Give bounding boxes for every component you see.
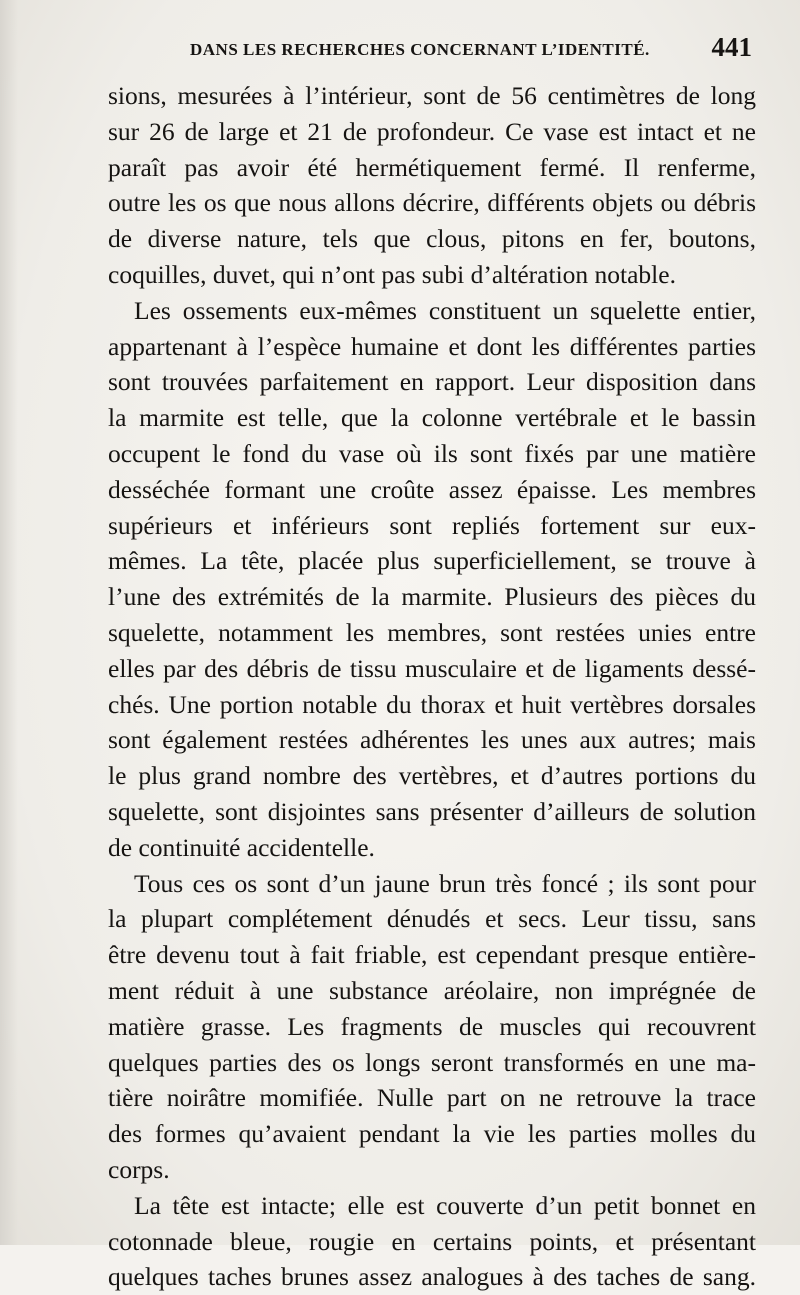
text-line: de continuité accidentelle. [108,832,375,862]
text-line: chés. Une portion notable du thorax et huit vertèbres dorsales [108,689,756,719]
text-line: Tous ces os sont d’un jaune brun très foncé ; ils sont pour [134,868,756,898]
page-number: 441 [711,32,752,62]
text-line: sont trouvées parfaitement en rapport. Leur disposition dans [108,367,756,397]
text-line: elles par des débris de tissu musculaire et de ligaments dessé- [108,653,756,683]
text-line: La tête est intacte; elle est couverte d’un petit bonnet en [134,1190,756,1220]
text-line: l’une des extrémités de la marmite. Plusieurs des pièces du [108,582,756,612]
body-text [108,78,756,1295]
text-line: cotonnade bleue, rougie en certains points, et présentant [108,1226,756,1256]
text-line: sions, mesurées à l’intérieur, sont de 56 centimètres de long [108,81,756,110]
text-line: la plupart complétement dénudés et secs. Leur tissu, sans [108,904,756,934]
text-line: desséchée formant une croûte assez épaisse. Les membres [108,474,756,504]
text-line: tière noirâtre momifiée. Nulle part on ne retrouve la trace [108,1083,756,1113]
text-line: sont également restées adhérentes les unes aux autres; mais [108,725,756,755]
text-line: mêmes. La tête, placée plus superficiellement, se trouve à [108,546,756,576]
text-line: appartenant à l’espèce humaine et dont les différentes parties [108,331,756,361]
page-gutter-shadow [0,0,18,1245]
text-line: être devenu tout à fait friable, est cependant presque entière- [108,940,756,970]
text-line: quelques taches brunes assez analogues à des taches de sang. [108,1262,756,1292]
text-line: le plus grand nombre des vertèbres, et d’autres portions du [108,761,756,791]
text-line: supérieurs et inférieurs sont repliés fortement sur eux- [108,510,756,540]
text-line: ment réduit à une substance aréolaire, non imprégnée de [108,975,756,1005]
text-line: sur 26 de large et 21 de profondeur. Ce vase est intact et ne [108,116,756,146]
text-line: occupent le fond du vase où ils sont fixés par une matière [108,438,756,468]
text-line: matière grasse. Les fragments de muscles qui recouvrent [108,1011,756,1041]
text-line: paraît pas avoir été hermétiquement fermé. Il renferme, [108,152,756,182]
text-line: la marmite est telle, que la colonne vertébrale et le bassin [108,403,756,433]
text-line: coquilles, duvet, qui n’ont pas subi d’altération notable. [108,259,676,289]
text-line: quelques parties des os longs seront transformés en une ma- [108,1047,756,1077]
text-line: des formes qu’avaient pendant la vie les parties molles du [108,1119,756,1149]
text-line: squelette, sont disjointes sans présenter d’ailleurs de solution [108,796,756,826]
text-line: Les ossements eux-mêmes constituent un squelette entier, [134,295,756,325]
running-title: DANS LES RECHERCHES CONCERNANT L’IDENTITÉ. [190,40,650,59]
page-header [108,28,756,68]
text-line: de diverse nature, tels que clous, pitons en fer, boutons, [108,224,756,254]
text-line: corps. [108,1154,170,1184]
text-line: outre les os que nous allons décrire, différents objets ou débris [108,188,756,218]
text-line: squelette, notamment les membres, sont restées unies entre [108,617,756,647]
